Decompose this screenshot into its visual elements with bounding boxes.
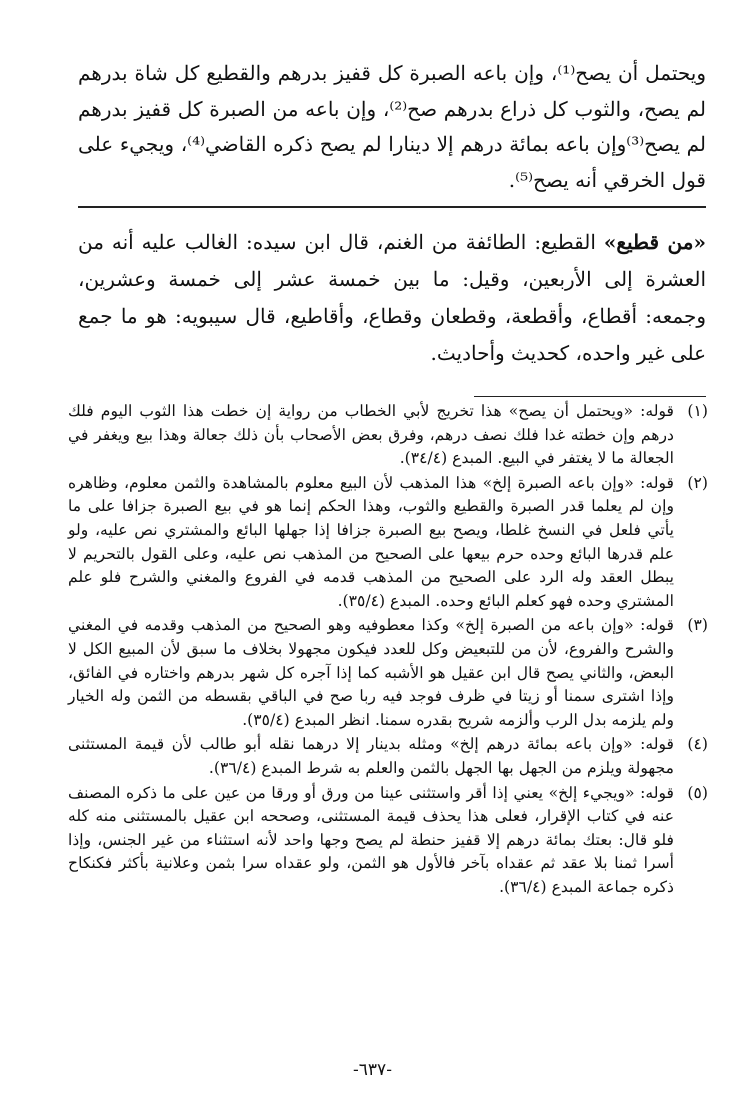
footnote-4 bbox=[68, 733, 708, 780]
footnote-2 bbox=[68, 472, 708, 614]
footnote-5 bbox=[68, 782, 708, 900]
section-separator-line bbox=[78, 206, 706, 208]
footnote-number: (٢) bbox=[687, 473, 708, 492]
footnote-number: (١) bbox=[687, 402, 708, 420]
footnote-number: (٥) bbox=[687, 783, 708, 802]
footnote-text: قوله: «ويحتمل أن يصح» هذا تخريج لأبي الخطاب من رواية إن خطت هذا الثوب اليوم فلك درهم وإن خطته غدا فلك نصف درهم، وفرق بعض الأصحاب بأن ذلك جعالة وهذا بيع ويغفر في الجعالة ما لا يغتفر في البيع. المبدع (٣٤/٤). bbox=[68, 402, 674, 468]
footnotes bbox=[68, 400, 708, 900]
main-text-paragraph bbox=[78, 56, 706, 198]
footnote-text: قوله: «ويجيء إلخ» يعني إذا أقر واستثنى عينا من ورق أو ورقا من عين على ما ذكره المصنف عنه في كتاب الإقرار، فعلى هذا يحذف قيمة المستثنى، وصححه ابن عقيل بالمستثنى منه كله فلو قال: بعتك بمائة درهم إلا قفيز حنطة لم يصح وجها واحد لأنه استثناء من غير الجنس، وإذا أسرا ثمنا بلا عقد ثم عقداه بآخر فالأول هو الثمن، ولو عقداه سرا بثمن وعلانية بأكثر فكنكاح ذكره جماعة المبدع (٣٦/٤). bbox=[68, 783, 674, 896]
footnote-text: قوله: «وإن باعه بمائة درهم إلخ» ومثله بدينار إلا درهما نقله أبو طالب لأن قيمة المستثنى مجهولة ويلزم من الجهل بها الجهل بالثمن والعلم به شرط المبدع (٣٦/٤). bbox=[68, 735, 674, 777]
gloss-entry-body: القطيع: الطائفة من الغنم، قال ابن سيده: الغالب عليه أنه من العشرة إلى الأربعين، وقيل: ما بين خمسة عشر إلى خمسة وعشرين، وجمعه: أقطاع، وأقطعة، وقطعان وقطاع، وأقاطيع، قال سيبويه: هو ما جمع على غير واحده، كحديث وأحاديث. bbox=[78, 230, 706, 365]
footnote-text: قوله: «وإن باعه الصبرة إلخ» هذا المذهب لأن البيع معلوم بالمشاهدة والثمن معلوم، وظاهره وإن لم يعلما قدر الصبرة والقطيع والثوب، وهذا الحكم إنما هو في بيع الصبرة جزافا على ما يأتي فلعل في النسخ غلطا، ويصح بيع الصبرة جزافا إذا جهلها البائع والمشتري نص عليه، ولو علم قدرها البائع وحده حرم بيعها على الصحيح من المذهب نص عليه، وعلى القول بالتحريم لا يبطل العقد وله الرد على الصحيح من المذهب قدمه في الفروع والمغني والشرح فلو علم المشتري وحده فهو كعلم البائع وحده. المبدع (٣٥/٤). bbox=[68, 473, 674, 610]
gloss-entry-head: «من قطيع» bbox=[603, 230, 706, 254]
page-number: -٦٣٧- bbox=[353, 1060, 392, 1080]
gloss-paragraph bbox=[78, 224, 706, 372]
footnote-text: قوله: «وإن باعه من الصبرة إلخ» وكذا معطوفيه وهو الصحيح من المذهب وقدمه في المغني والشرح والفروع، لأن من للتبعيض وكل للعدد فيكون مجهولا بخلاف ما سبق لأن المبيع الكل لا البعض، والثاني يصح قال ابن عقيل هو الأشبه كما إذا آجره كل شهر بدرهم واختاره في الفائق، وإذا اشترى سمنا أو زيتا في ظرف فوجد فيه ربا صح في الباقي بقسطه من الثمن وله الخيار ولم يلزمه بدل الرب وألزمه شريح بقدره سمنا. انظر المبدع (٣٥/٤). bbox=[68, 616, 674, 729]
footnote-1 bbox=[68, 400, 708, 471]
main-text: ويحتمل أن يصح⁽¹⁾، وإن باعه الصبرة كل قفيز بدرهم والقطيع كل شاة بدرهم لم يصح، والثوب كل ذراع بدرهم صح⁽²⁾، وإن باعه من الصبرة كل قفيز بدرهم لم يصح⁽³⁾وإن باعه بمائة درهم إلا دينارا لم يصح ذكره القاضي⁽⁴⁾، ويجيء على قول الخرقي أنه يصح⁽⁵⁾. bbox=[78, 61, 707, 192]
footnote-number: (٣) bbox=[687, 616, 708, 635]
footnote-number: (٤) bbox=[687, 735, 708, 754]
footnote-separator-line bbox=[474, 396, 706, 397]
footnote-3 bbox=[68, 614, 708, 732]
